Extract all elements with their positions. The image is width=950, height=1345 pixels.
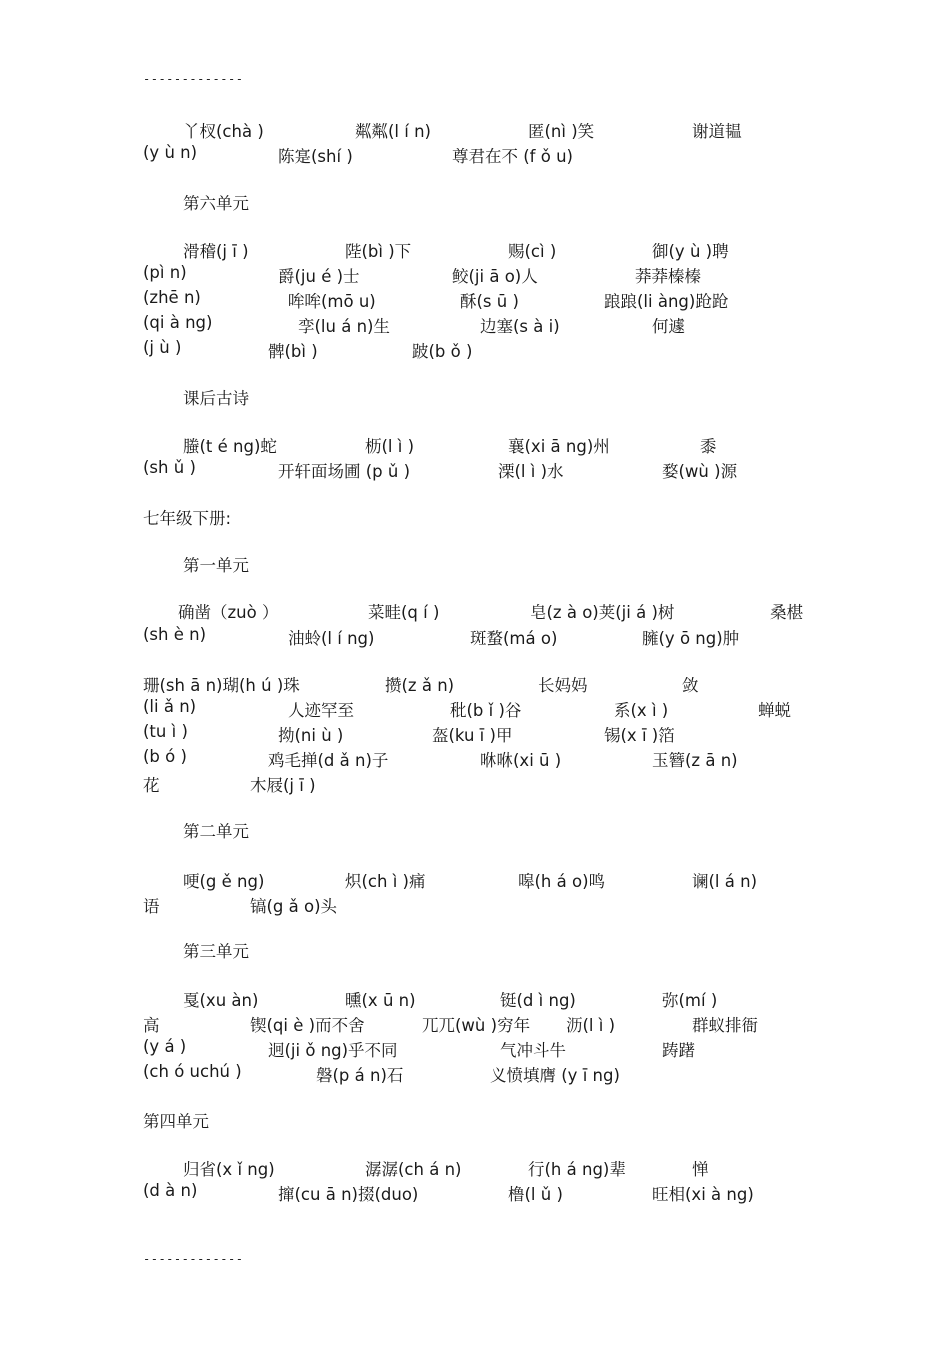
pinyin-entry: 锡(x ī )箔: [604, 726, 675, 745]
text-line: [0, 1181, 950, 1205]
pinyin-entry: 长妈妈: [538, 676, 588, 695]
pinyin-entry: 斑蝥(má o): [470, 629, 558, 648]
text-line: [0, 313, 950, 337]
pinyin-entry: 枥(l ì ): [365, 437, 415, 456]
pinyin-entry: 高: [143, 1016, 160, 1035]
pinyin-entry: 谢道韫: [692, 122, 742, 141]
text-line: [0, 599, 950, 623]
pinyin-entry: 曛(x ū n): [345, 991, 416, 1010]
pinyin-entry: 系(x ì ): [614, 701, 669, 720]
pinyin-entry: 花: [143, 776, 160, 795]
pinyin-entry: (pì n): [143, 263, 187, 282]
pinyin-entry: (sh ǔ ): [143, 458, 196, 477]
section-heading: 课后古诗: [183, 389, 249, 408]
text-line: [0, 1012, 950, 1036]
text-line: [0, 772, 950, 796]
pinyin-entry: 哞哞(mō u): [288, 292, 376, 311]
pinyin-entry: 油蛉(l í ng): [288, 629, 375, 648]
text-line: [0, 747, 950, 771]
pinyin-entry: 襄(xi ā ng)州: [508, 437, 610, 456]
pinyin-entry: 撺(cu ā n)掇(duo): [278, 1185, 419, 1204]
pinyin-entry: (b ó ): [143, 747, 187, 766]
pinyin-entry: 磐(p á n)石: [316, 1066, 404, 1085]
text-line: [0, 868, 950, 892]
pinyin-entry: 归省(x ǐ ng): [183, 1160, 275, 1179]
pinyin-entry: 镐(g ǎ o)头: [250, 897, 338, 916]
pinyin-entry: 气冲斗牛: [500, 1041, 566, 1060]
pinyin-entry: 义愤填膺 (y ī ng): [490, 1066, 620, 1085]
pinyin-entry: 拗(ni ù ): [278, 726, 344, 745]
pinyin-entry: 踉踉(li àng)跄跄: [604, 292, 729, 311]
pinyin-entry: (y á ): [143, 1037, 187, 1056]
pinyin-entry: 何遽: [652, 317, 685, 336]
pinyin-entry: 尊君在不 (f ǒ u): [452, 147, 573, 166]
pinyin-entry: 珊(sh ā n)瑚(h ú )珠: [143, 676, 300, 695]
text-line: [0, 338, 950, 362]
pinyin-entry: 菜畦(q í ): [368, 603, 440, 622]
pinyin-entry: 陈寔(shí ): [278, 147, 353, 166]
pinyin-entry: 匿(nì )笑: [528, 122, 595, 141]
pinyin-entry: 粼粼(l í n): [355, 122, 431, 141]
pinyin-entry: 髀(bì ): [268, 342, 318, 361]
pinyin-entry: 孪(lu á n)生: [298, 317, 390, 336]
header-rule: -------------: [143, 72, 244, 86]
pinyin-entry: 开轩面场圃 (p ǔ ): [278, 462, 411, 481]
pinyin-entry: 溧(l ì )水: [498, 462, 564, 481]
pinyin-entry: 人迹罕至: [288, 701, 354, 720]
pinyin-entry: 兀兀(wù )穷年: [422, 1016, 531, 1035]
pinyin-entry: 潺潺(ch á n): [365, 1160, 462, 1179]
pinyin-entry: 跛(b ǒ ): [412, 342, 473, 361]
text-line: [0, 458, 950, 482]
pinyin-entry: 酥(s ū ): [460, 292, 519, 311]
pinyin-entry: 秕(b ǐ )谷: [450, 701, 522, 720]
text-line: [0, 1062, 950, 1086]
text-line: [0, 987, 950, 1011]
pinyin-entry: (tu ì ): [143, 722, 188, 741]
text-line: [0, 672, 950, 696]
pinyin-entry: (zhē n): [143, 288, 201, 307]
pinyin-entry: 戛(xu àn): [183, 991, 259, 1010]
pinyin-entry: 锲(qi è )而不舍: [250, 1016, 365, 1035]
pinyin-entry: 迥(ji ǒ ng)乎不同: [268, 1041, 398, 1060]
footer-rule: -------------: [143, 1252, 244, 1266]
text-line: [0, 238, 950, 262]
pinyin-entry: 铤(d ì ng): [500, 991, 576, 1010]
text-line: [0, 143, 950, 167]
pinyin-entry: (j ù ): [143, 338, 182, 357]
pinyin-entry: 嗥(h á o)鸣: [518, 872, 606, 891]
pinyin-entry: 沥(l ì ): [566, 1016, 616, 1035]
pinyin-entry: (sh è n): [143, 625, 207, 644]
pinyin-entry: 臃(y ō ng)肿: [642, 629, 740, 648]
text-line: [0, 288, 950, 312]
pinyin-entry: 丫杈(chà ): [183, 122, 264, 141]
pinyin-entry: 蝉蜕: [758, 701, 791, 720]
pinyin-entry: (li ǎ n): [143, 697, 197, 716]
text-line: [0, 1037, 950, 1061]
pinyin-entry: 边塞(s à i): [480, 317, 560, 336]
pinyin-entry: 鲛(ji ā o)人: [452, 267, 538, 286]
section-heading: 第三单元: [183, 942, 249, 961]
text-line: [0, 118, 950, 142]
section-heading: 第四单元: [143, 1112, 209, 1131]
pinyin-entry: 踌躇: [662, 1041, 695, 1060]
text-line: [0, 893, 950, 917]
pinyin-entry: 木屐(j ī ): [250, 776, 316, 795]
pinyin-entry: 螣(t é ng)蛇: [183, 437, 277, 456]
pinyin-entry: 赐(cì ): [508, 242, 557, 261]
pinyin-entry: (ch ó uchú ): [143, 1062, 242, 1081]
pinyin-entry: (qi à ng): [143, 313, 213, 332]
pinyin-entry: 御(y ù )聘: [652, 242, 729, 261]
text-line: [0, 625, 950, 649]
pinyin-entry: 炽(ch ì )痛: [345, 872, 426, 891]
pinyin-entry: 旺相(xi à ng): [652, 1185, 754, 1204]
pinyin-entry: 桑椹: [770, 603, 803, 622]
section-heading: 第一单元: [183, 556, 249, 575]
pinyin-entry: 莽莽榛榛: [635, 267, 701, 286]
pinyin-entry: 行(h á ng)辈: [528, 1160, 626, 1179]
pinyin-entry: 橹(l ǔ ): [508, 1185, 563, 1204]
pinyin-entry: 弥(mí ): [662, 991, 718, 1010]
pinyin-entry: 确凿（zuò ）: [178, 603, 279, 622]
pinyin-entry: 黍: [700, 437, 717, 456]
pinyin-entry: 陛(bì )下: [345, 242, 412, 261]
pinyin-entry: 滑稽(j ī ): [183, 242, 249, 261]
pinyin-entry: 鸡毛掸(d ǎ n)子: [268, 751, 389, 770]
text-line: [0, 697, 950, 721]
section-heading: 七年级下册:: [143, 509, 232, 528]
pinyin-entry: 皂(z à o)荚(ji á )树: [530, 603, 675, 622]
text-line: [0, 722, 950, 746]
pinyin-entry: 攒(z ǎ n): [385, 676, 455, 695]
pinyin-entry: 语: [143, 897, 160, 916]
pinyin-entry: 婺(wù )源: [662, 462, 738, 481]
section-heading: 第六单元: [183, 194, 249, 213]
text-line: [0, 1156, 950, 1180]
pinyin-entry: 惮: [692, 1160, 709, 1179]
pinyin-entry: (d à n): [143, 1181, 198, 1200]
pinyin-entry: 盔(ku ī )甲: [432, 726, 513, 745]
pinyin-entry: 哽(g ě ng): [183, 872, 265, 891]
pinyin-entry: 谰(l á n): [692, 872, 758, 891]
pinyin-entry: 玉簪(z ā n): [652, 751, 738, 770]
section-heading: 第二单元: [183, 822, 249, 841]
pinyin-entry: 爵(ju é )士: [278, 267, 360, 286]
pinyin-entry: 群蚁排衙: [692, 1016, 758, 1035]
pinyin-entry: 咻咻(xi ū ): [480, 751, 562, 770]
text-line: [0, 433, 950, 457]
pinyin-entry: 敛: [682, 676, 699, 695]
pinyin-entry: (y ù n): [143, 143, 198, 162]
text-line: [0, 263, 950, 287]
